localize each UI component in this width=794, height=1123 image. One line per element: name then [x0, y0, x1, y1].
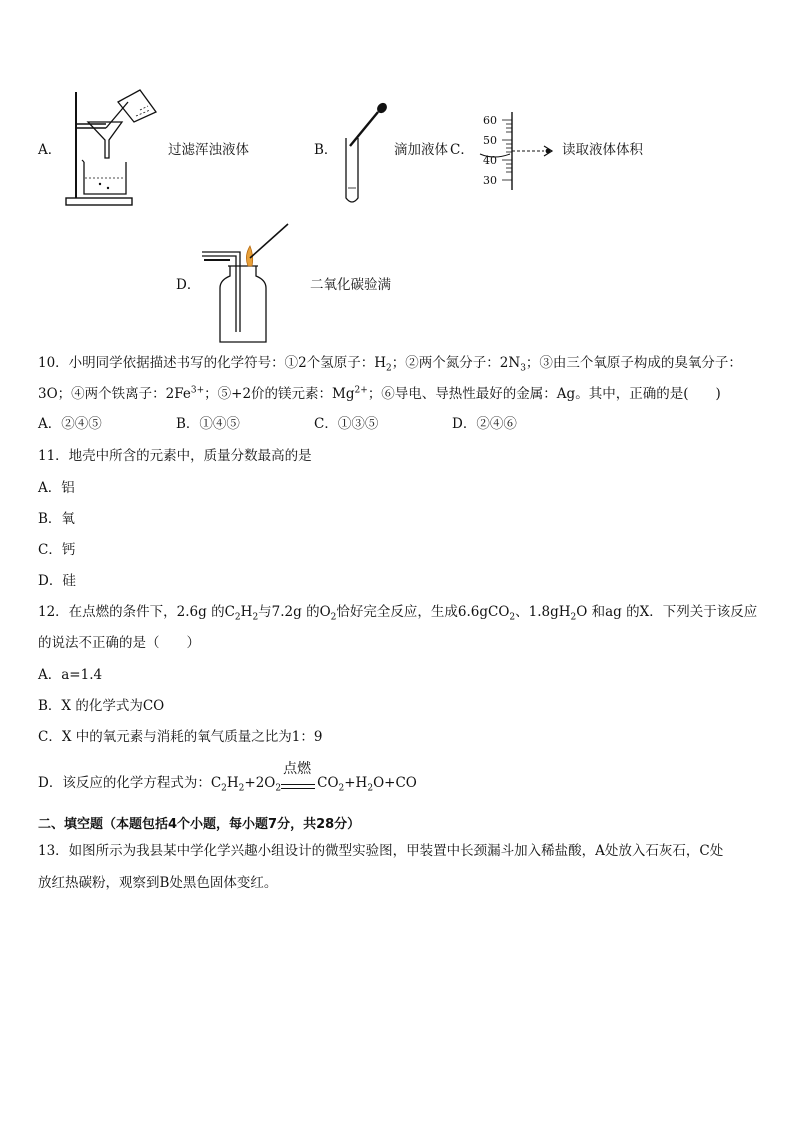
q11-stem: 11．地壳中所含的元素中，质量分数最高的是: [38, 448, 312, 464]
q11-option-b[interactable]: B．氧: [38, 511, 75, 527]
q10-option-a[interactable]: A．②④⑤: [38, 416, 102, 432]
q11-option-c[interactable]: C．钙: [38, 542, 76, 558]
q13-stem-line2: 放红热碳粉，观察到B处黑色固体变红。: [38, 875, 278, 891]
q10-option-b[interactable]: B．①④⑤: [176, 416, 240, 432]
cylinder-tick-60: 60: [483, 114, 497, 127]
q12-option-b[interactable]: B．X 的化学式为CO: [38, 698, 165, 714]
q9-option-c-letter: C．: [450, 142, 474, 158]
q9-option-c-text: 读取液体体积: [562, 142, 643, 158]
filtration-figure: [60, 88, 160, 210]
q11-option-a[interactable]: A．铝: [38, 480, 75, 496]
q10-stem-line1: 10．小明同学依据描述书写的化学符号：①2个氢原子：$H_2$；②两个氮分子：$2N_3$；③由三个氧原子构成的臭氧分子：: [38, 355, 742, 374]
q9-option-b-letter: B．: [314, 142, 338, 158]
double-line-icon: [281, 784, 315, 789]
q9-option-d-letter: D．: [176, 277, 201, 293]
reaction-condition-arrow: [281, 761, 317, 792]
q12-option-a[interactable]: A．a=1.4: [38, 667, 103, 683]
q11-option-d[interactable]: D．硅: [38, 573, 76, 589]
cylinder-tick-50: 50: [483, 134, 497, 147]
gas-bottle-figure: [200, 222, 300, 346]
dropper-tube-figure: [338, 100, 394, 210]
section-heading: 二、填空题（本题包括4个小题，每小题7分，共28分）: [38, 817, 361, 832]
q9-option-a-text: 过滤浑浊液体: [168, 142, 249, 158]
q12-stem-line1: 12．在点燃的条件下，2.6g 的$C_2H_2$与7.2g 的$O_2$恰好完全反应，生成6.6gCO$_2$、$1.8gH_2O$ 和ag 的X．下列关于该反应: [38, 604, 758, 623]
q10-option-c[interactable]: C．①③⑤: [314, 416, 379, 432]
reaction-condition-label: 点燃: [283, 761, 312, 777]
q12-option-c[interactable]: C．X 中的氧元素与消耗的氧气质量之比为1：9: [38, 729, 323, 745]
q10-option-d[interactable]: D．②④⑥: [452, 416, 517, 432]
q9-option-b-text: 滴加液体: [394, 142, 448, 158]
q9-option-d-text: 二氧化碳验满: [310, 277, 391, 293]
q12-option-d[interactable]: D．该反应的化学方程式为：$C_2H_2+2O_2$ 点燃 $CO_2+H_2O+CO$: [38, 761, 417, 794]
q13-stem-line1: 13．如图所示为我县某中学化学兴趣小组设计的微型实验图，甲装置中长颈漏斗加入稀盐酸，A处放入石灰石，C处: [38, 843, 724, 859]
q9-option-a-letter: A．: [38, 142, 62, 158]
cylinder-tick-40: 40: [483, 154, 497, 167]
q10-stem-line2: 3O；④两个铁离子：$2Fe^{3+}$；⑤+2价的镁元素：$Mg^{2+}$；⑥导电、导热性最好的金属：Ag。其中，正确的是( ): [38, 385, 721, 402]
cylinder-tick-30: 30: [483, 174, 497, 187]
q12-stem-line2: 的说法不正确的是（ ）: [38, 635, 200, 651]
